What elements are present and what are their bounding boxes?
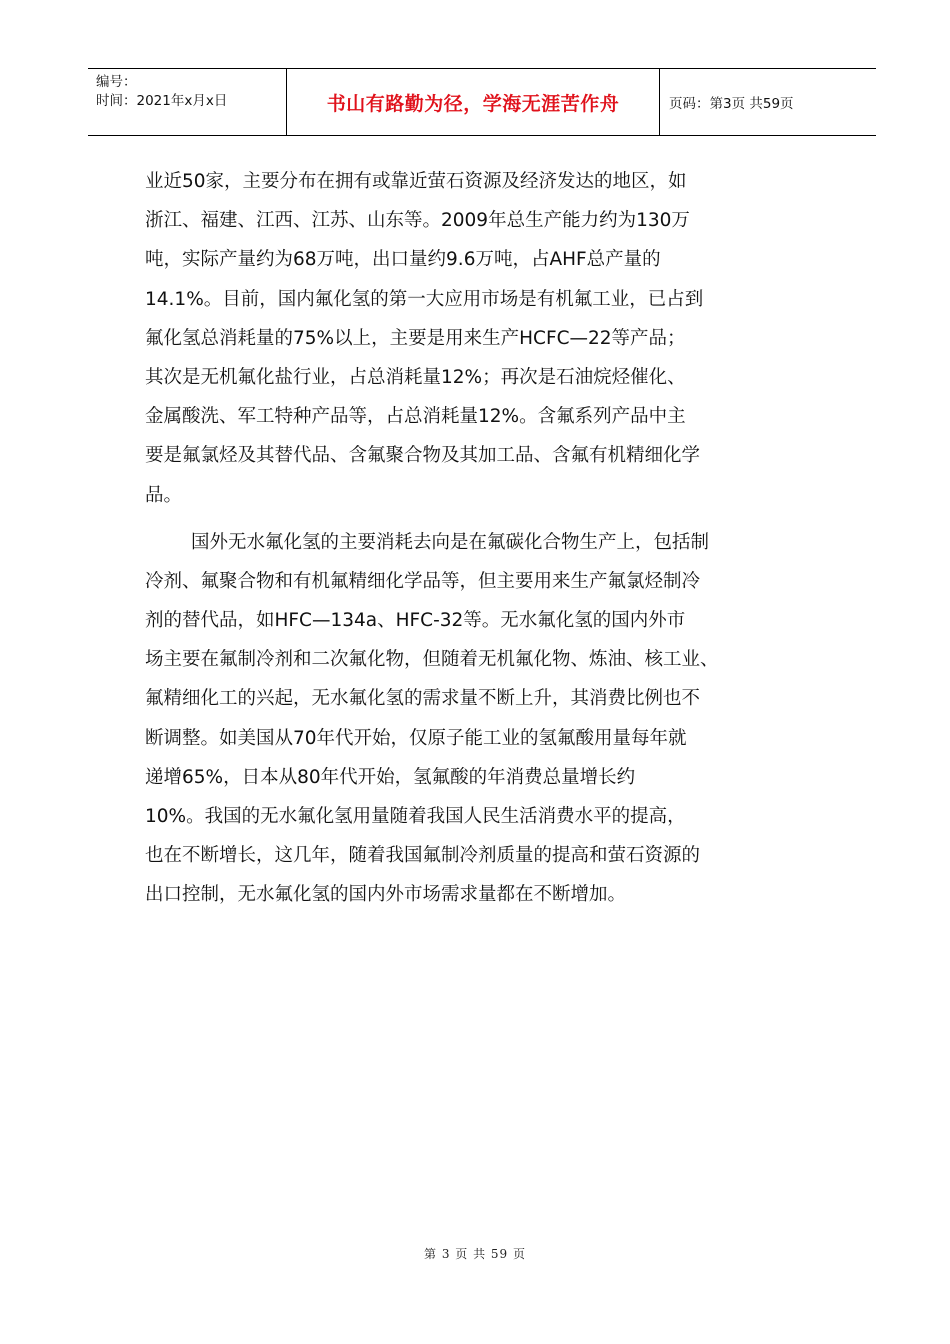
document-body bbox=[145, 162, 845, 915]
text-line: 吨，实际产量约为68万吨，出口量约9.6万吨，占AHF总产量的 bbox=[145, 249, 661, 271]
serial-label: 编号： bbox=[96, 74, 137, 90]
text-line: 氟化氢总消耗量的75%以上，主要是用来生产HCFC—22等产品； bbox=[145, 327, 686, 349]
paragraph-2 bbox=[145, 523, 845, 915]
paragraph-1 bbox=[145, 162, 845, 515]
text-line: 氟精细化工的兴起，无水氟化氢的需求量不断上升，其消费比例也不 bbox=[145, 688, 701, 710]
header-motto: 书山有路勤为径，学海无涯苦作舟 bbox=[287, 69, 660, 135]
date-label: 时间：2021年x月x日 bbox=[96, 93, 228, 109]
text-line: 业近50家，主要分布在拥有或靠近萤石资源及经济发达的地区，如 bbox=[145, 171, 687, 192]
text-line: 金属酸洗、军工特种产品等，占总消耗量12%。含氟系列产品中主 bbox=[145, 406, 686, 428]
text-line: 其次是无机氟化盐行业，占总消耗量12%；再次是石油烷烃催化、 bbox=[145, 366, 686, 388]
text-line: 10%。我国的无水氟化氢用量随着我国人民生活消费水平的提高， bbox=[145, 806, 686, 827]
page-header bbox=[88, 68, 876, 136]
text-line: 断调整。如美国从70年代开始，仅原子能工业的氢氟酸用量每年就 bbox=[145, 727, 687, 749]
text-line: 国外无水氟化氢的主要消耗去向是在氟碳化合物生产上，包括制 bbox=[191, 531, 710, 553]
text-line: 剂的替代品，如HFC—134a、HFC-32等。无水氟化氢的国内外市 bbox=[145, 610, 686, 632]
header-meta bbox=[88, 69, 287, 135]
text-line: 也在不断增长，这几年，随着我国氟制冷剂质量的提高和萤石资源的 bbox=[145, 845, 701, 867]
paragraph-gap bbox=[145, 515, 845, 523]
text-line: 递增65%，日本从80年代开始，氢氟酸的年消费总量增长约 bbox=[145, 766, 636, 788]
text-line: 场主要在氟制冷剂和二次氟化物，但随着无机氟化物、炼油、核工业、 bbox=[145, 649, 719, 671]
text-line: 品。 bbox=[145, 484, 183, 506]
text-line: 出口控制，无水氟化氢的国内外市场需求量都在不断增加。 bbox=[145, 884, 627, 906]
text-line: 要是氟氯烃及其替代品、含氟聚合物及其加工品、含氟有机精细化学 bbox=[145, 445, 701, 467]
text-line: 浙江、福建、江西、江苏、山东等。2009年总生产能力约为130万 bbox=[145, 210, 690, 232]
text-line: 冷剂、氟聚合物和有机氟精细化学品等，但主要用来生产氟氯烃制冷 bbox=[145, 570, 701, 592]
page-footer: 第 3 页 共 59 页 bbox=[424, 1247, 526, 1261]
header-page-number: 页码：第3页 共59页 bbox=[669, 96, 794, 112]
text-line: 14.1%。目前，国内氟化氢的第一大应用市场是有机氟工业，已占到 bbox=[145, 288, 704, 310]
